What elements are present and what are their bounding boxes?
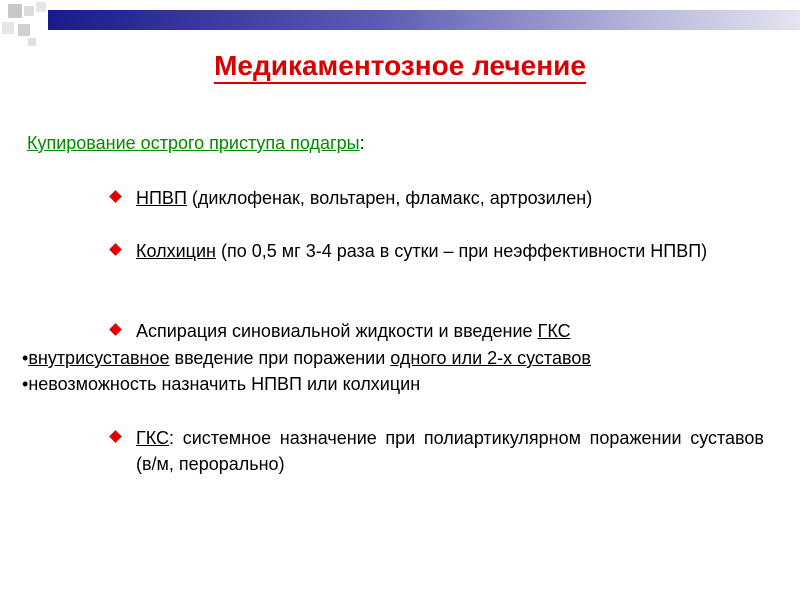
sub-list-item [22,371,420,397]
red-diamond-icon [109,243,122,256]
subtitle-suffix: : [359,133,365,153]
item-rest: (по 0,5 мг 3-4 раза в сутки – при неэффективности НПВП) [215,241,708,261]
sub-item-underlined: внутрисуставное [28,348,170,368]
header-square [28,38,36,46]
sub-item-text: введение при поражении [169,348,391,368]
red-diamond-icon [109,430,122,443]
item-lead: НПВП [136,188,187,208]
header-bar [48,10,800,30]
red-diamond-icon [109,323,122,336]
list-item-colchicine [109,238,764,264]
subtitle-highlight: Купирование острого приступа подагры [27,133,360,153]
header-square [24,6,34,16]
list-item-gcs-systemic [109,425,764,477]
slide-title-text: Медикаментозное лечение [214,50,586,84]
header-square [18,24,30,36]
item-lead: Колхицин [136,241,216,261]
list-item-nsaids [109,185,764,211]
header-square [2,22,14,34]
sub-item-text: невозможность назначить НПВП или колхицин [28,374,421,394]
item-rest: (диклофенак, вольтарен, фламакс, артрозилен) [186,188,593,208]
list-item-aspiration [109,318,764,344]
sub-item-underlined: одного или 2-х суставов [390,348,591,368]
header-square [36,2,46,12]
header-square [8,4,22,18]
item-pre: Аспирация синовиальной жидкости и введение [136,321,538,341]
red-diamond-icon [109,190,122,203]
section-subtitle [27,133,365,154]
item-rest: : системное назначение при полиартикулярном поражении суставов (в/м, перорально) [136,428,764,474]
bullet-dot: • [22,374,29,394]
slide-title [0,50,800,82]
item-lead: ГКС [136,428,170,448]
bullet-dot: • [22,348,29,368]
item-lead: ГКС [537,321,571,341]
sub-list-item [22,345,591,371]
